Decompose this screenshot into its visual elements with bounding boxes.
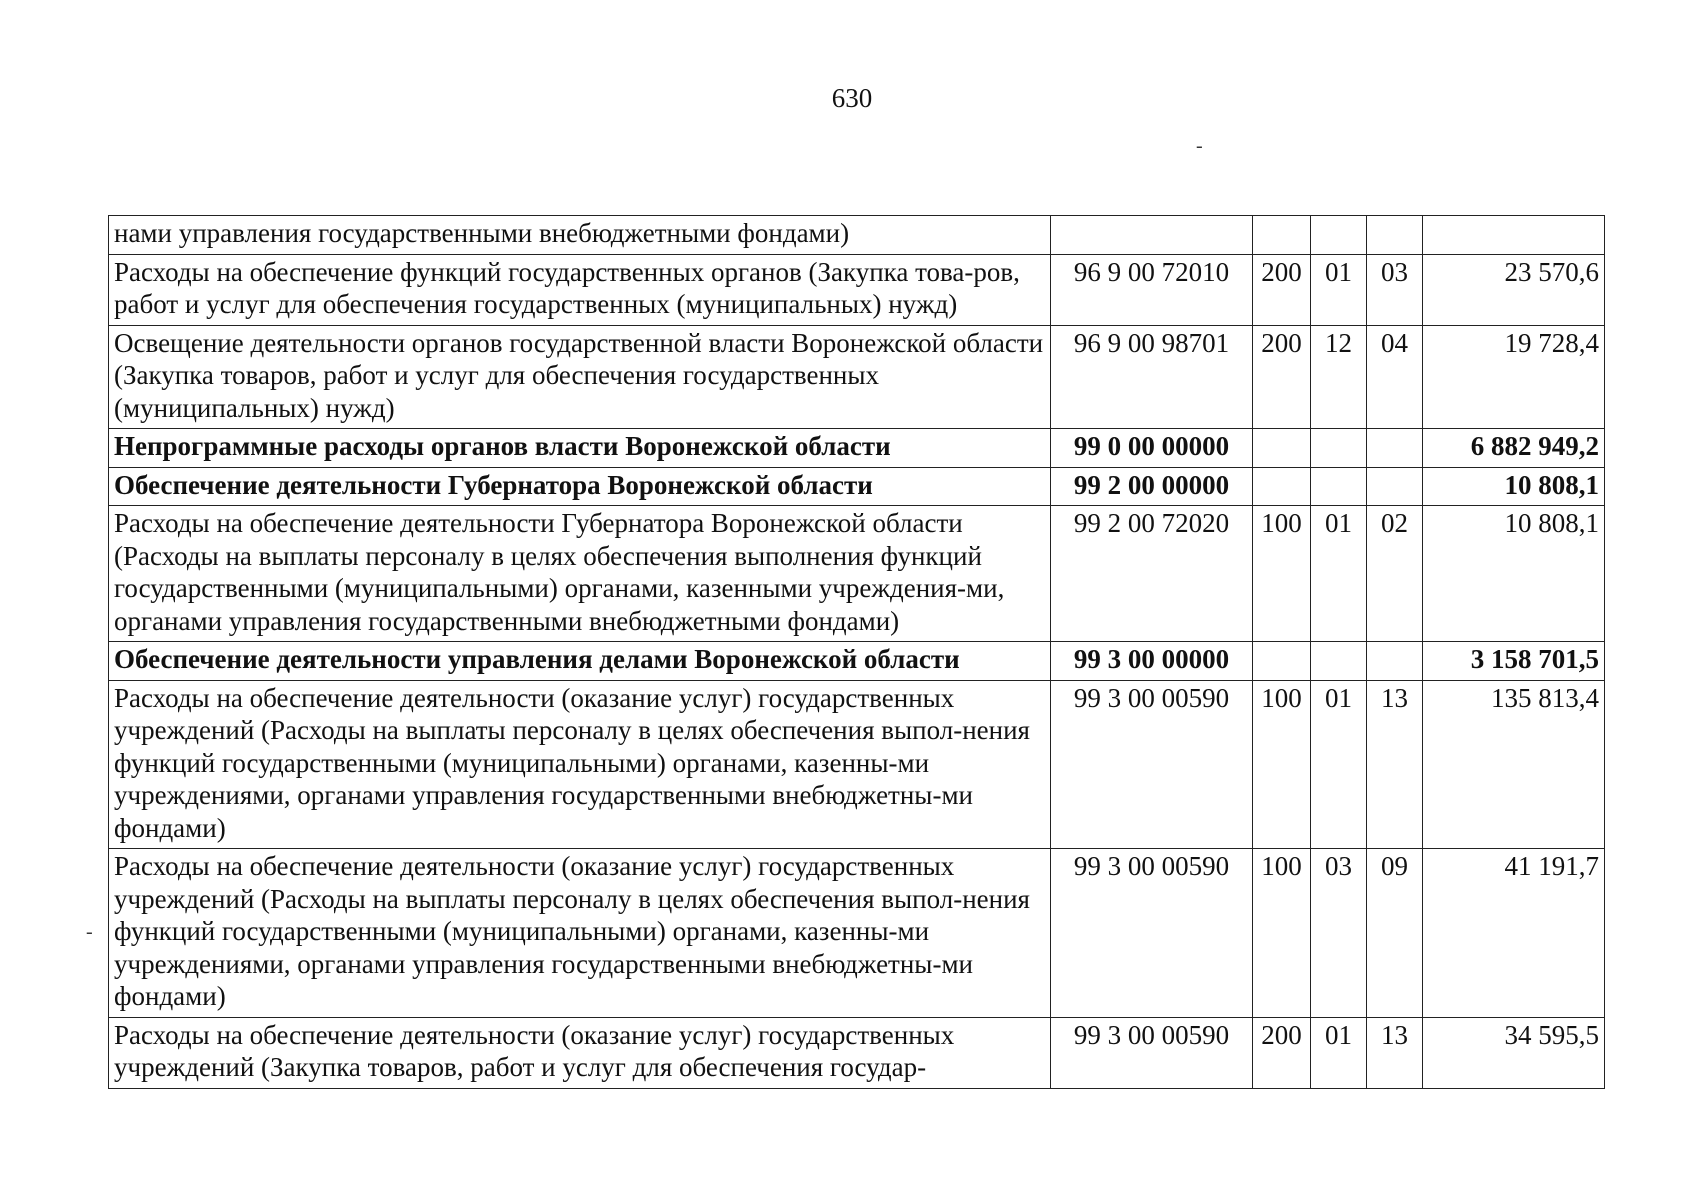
section-cell: 03 — [1311, 849, 1367, 1018]
table-row — [109, 216, 1605, 255]
target-article-code-cell: 99 3 00 00590 — [1051, 1017, 1253, 1088]
subsection-cell — [1367, 642, 1423, 681]
budget-table-body — [109, 216, 1605, 1089]
amount-cell: 6 882 949,2 — [1423, 429, 1605, 468]
amount-cell: 3 158 701,5 — [1423, 642, 1605, 681]
expense-name-cell: Освещение деятельности органов государственной власти Воронежской области (Закупка товаров, работ и услуг для обеспечения государственных (муниципальных) нужд) — [109, 325, 1051, 429]
target-article-code-cell: 99 3 00 00590 — [1051, 849, 1253, 1018]
target-article-code-cell: 99 3 00 00590 — [1051, 680, 1253, 849]
amount-cell: 23 570,6 — [1423, 254, 1605, 325]
table-row — [109, 642, 1605, 681]
target-article-code-cell: 99 2 00 00000 — [1051, 467, 1253, 506]
expense-type-cell: 100 — [1253, 849, 1311, 1018]
amount-cell: 10 808,1 — [1423, 506, 1605, 642]
expense-type-cell — [1253, 642, 1311, 681]
amount-cell: 135 813,4 — [1423, 680, 1605, 849]
expense-type-cell: 100 — [1253, 680, 1311, 849]
expense-name-cell: Расходы на обеспечение функций государственных органов (Закупка това-ров, работ и услуг для обеспечения государственных (муниципальных) нужд) — [109, 254, 1051, 325]
table-row — [109, 680, 1605, 849]
table-row — [109, 849, 1605, 1018]
section-cell — [1311, 642, 1367, 681]
scan-speck-mark: ‐ — [1196, 135, 1203, 157]
target-article-code-cell: 96 9 00 98701 — [1051, 325, 1253, 429]
amount-cell: 34 595,5 — [1423, 1017, 1605, 1088]
target-article-code-cell: 99 3 00 00000 — [1051, 642, 1253, 681]
expense-name-cell: Расходы на обеспечение деятельности Губернатора Воронежской области (Расходы на выплаты персоналу в целях обеспечения выполнения функций государственными (муниципальными) органами, казенными учреждения-ми, органами управления государственными внебюджетными фондами) — [109, 506, 1051, 642]
section-cell — [1311, 429, 1367, 468]
expense-name-cell: нами управления государственными внебюджетными фондами) — [109, 216, 1051, 255]
table-row — [109, 506, 1605, 642]
subsection-cell: 13 — [1367, 1017, 1423, 1088]
expense-name-cell: Расходы на обеспечение деятельности (оказание услуг) государственных учреждений (Закупка товаров, работ и услуг для обеспечения государ- — [109, 1017, 1051, 1088]
section-cell: 12 — [1311, 325, 1367, 429]
amount-cell: 19 728,4 — [1423, 325, 1605, 429]
section-cell — [1311, 467, 1367, 506]
subsection-cell: 03 — [1367, 254, 1423, 325]
table-row — [109, 429, 1605, 468]
section-cell — [1311, 216, 1367, 255]
target-article-code-cell: 96 9 00 72010 — [1051, 254, 1253, 325]
expense-name-cell: Расходы на обеспечение деятельности (оказание услуг) государственных учреждений (Расходы на выплаты персоналу в целях обеспечения выпол-нения функций государственными (муниципальными) органами, казенны-ми учреждениями, органами управления государственными внебюджетны-ми фондами) — [109, 849, 1051, 1018]
expense-name-cell: Непрограммные расходы органов власти Воронежской области — [109, 429, 1051, 468]
amount-cell: 10 808,1 — [1423, 467, 1605, 506]
subsection-cell: 13 — [1367, 680, 1423, 849]
expense-type-cell: 200 — [1253, 1017, 1311, 1088]
section-cell: 01 — [1311, 680, 1367, 849]
table-row — [109, 254, 1605, 325]
expense-name-cell: Расходы на обеспечение деятельности (оказание услуг) государственных учреждений (Расходы на выплаты персоналу в целях обеспечения выпол-нения функций государственными (муниципальными) органами, казенны-ми учреждениями, органами управления государственными внебюджетны-ми фондами) — [109, 680, 1051, 849]
expense-type-cell — [1253, 467, 1311, 506]
expense-type-cell: 200 — [1253, 254, 1311, 325]
expense-type-cell — [1253, 216, 1311, 255]
table-row — [109, 1017, 1605, 1088]
page-number: 630 — [831, 83, 873, 113]
subsection-cell: 04 — [1367, 325, 1423, 429]
target-article-code-cell: 99 2 00 72020 — [1051, 506, 1253, 642]
subsection-cell — [1367, 429, 1423, 468]
expense-type-cell — [1253, 429, 1311, 468]
scan-speck-mark: ‐ — [86, 921, 93, 943]
expense-name-cell: Обеспечение деятельности управления делами Воронежской области — [109, 642, 1051, 681]
target-article-code-cell: 99 0 00 00000 — [1051, 429, 1253, 468]
subsection-cell: 09 — [1367, 849, 1423, 1018]
table-row — [109, 467, 1605, 506]
budget-table — [108, 215, 1605, 1089]
target-article-code-cell — [1051, 216, 1253, 255]
subsection-cell — [1367, 467, 1423, 506]
section-cell: 01 — [1311, 1017, 1367, 1088]
amount-cell — [1423, 216, 1605, 255]
subsection-cell: 02 — [1367, 506, 1423, 642]
expense-name-cell: Обеспечение деятельности Губернатора Воронежской области — [109, 467, 1051, 506]
section-cell: 01 — [1311, 254, 1367, 325]
table-row — [109, 325, 1605, 429]
section-cell: 01 — [1311, 506, 1367, 642]
expense-type-cell: 100 — [1253, 506, 1311, 642]
subsection-cell — [1367, 216, 1423, 255]
amount-cell: 41 191,7 — [1423, 849, 1605, 1018]
expense-type-cell: 200 — [1253, 325, 1311, 429]
